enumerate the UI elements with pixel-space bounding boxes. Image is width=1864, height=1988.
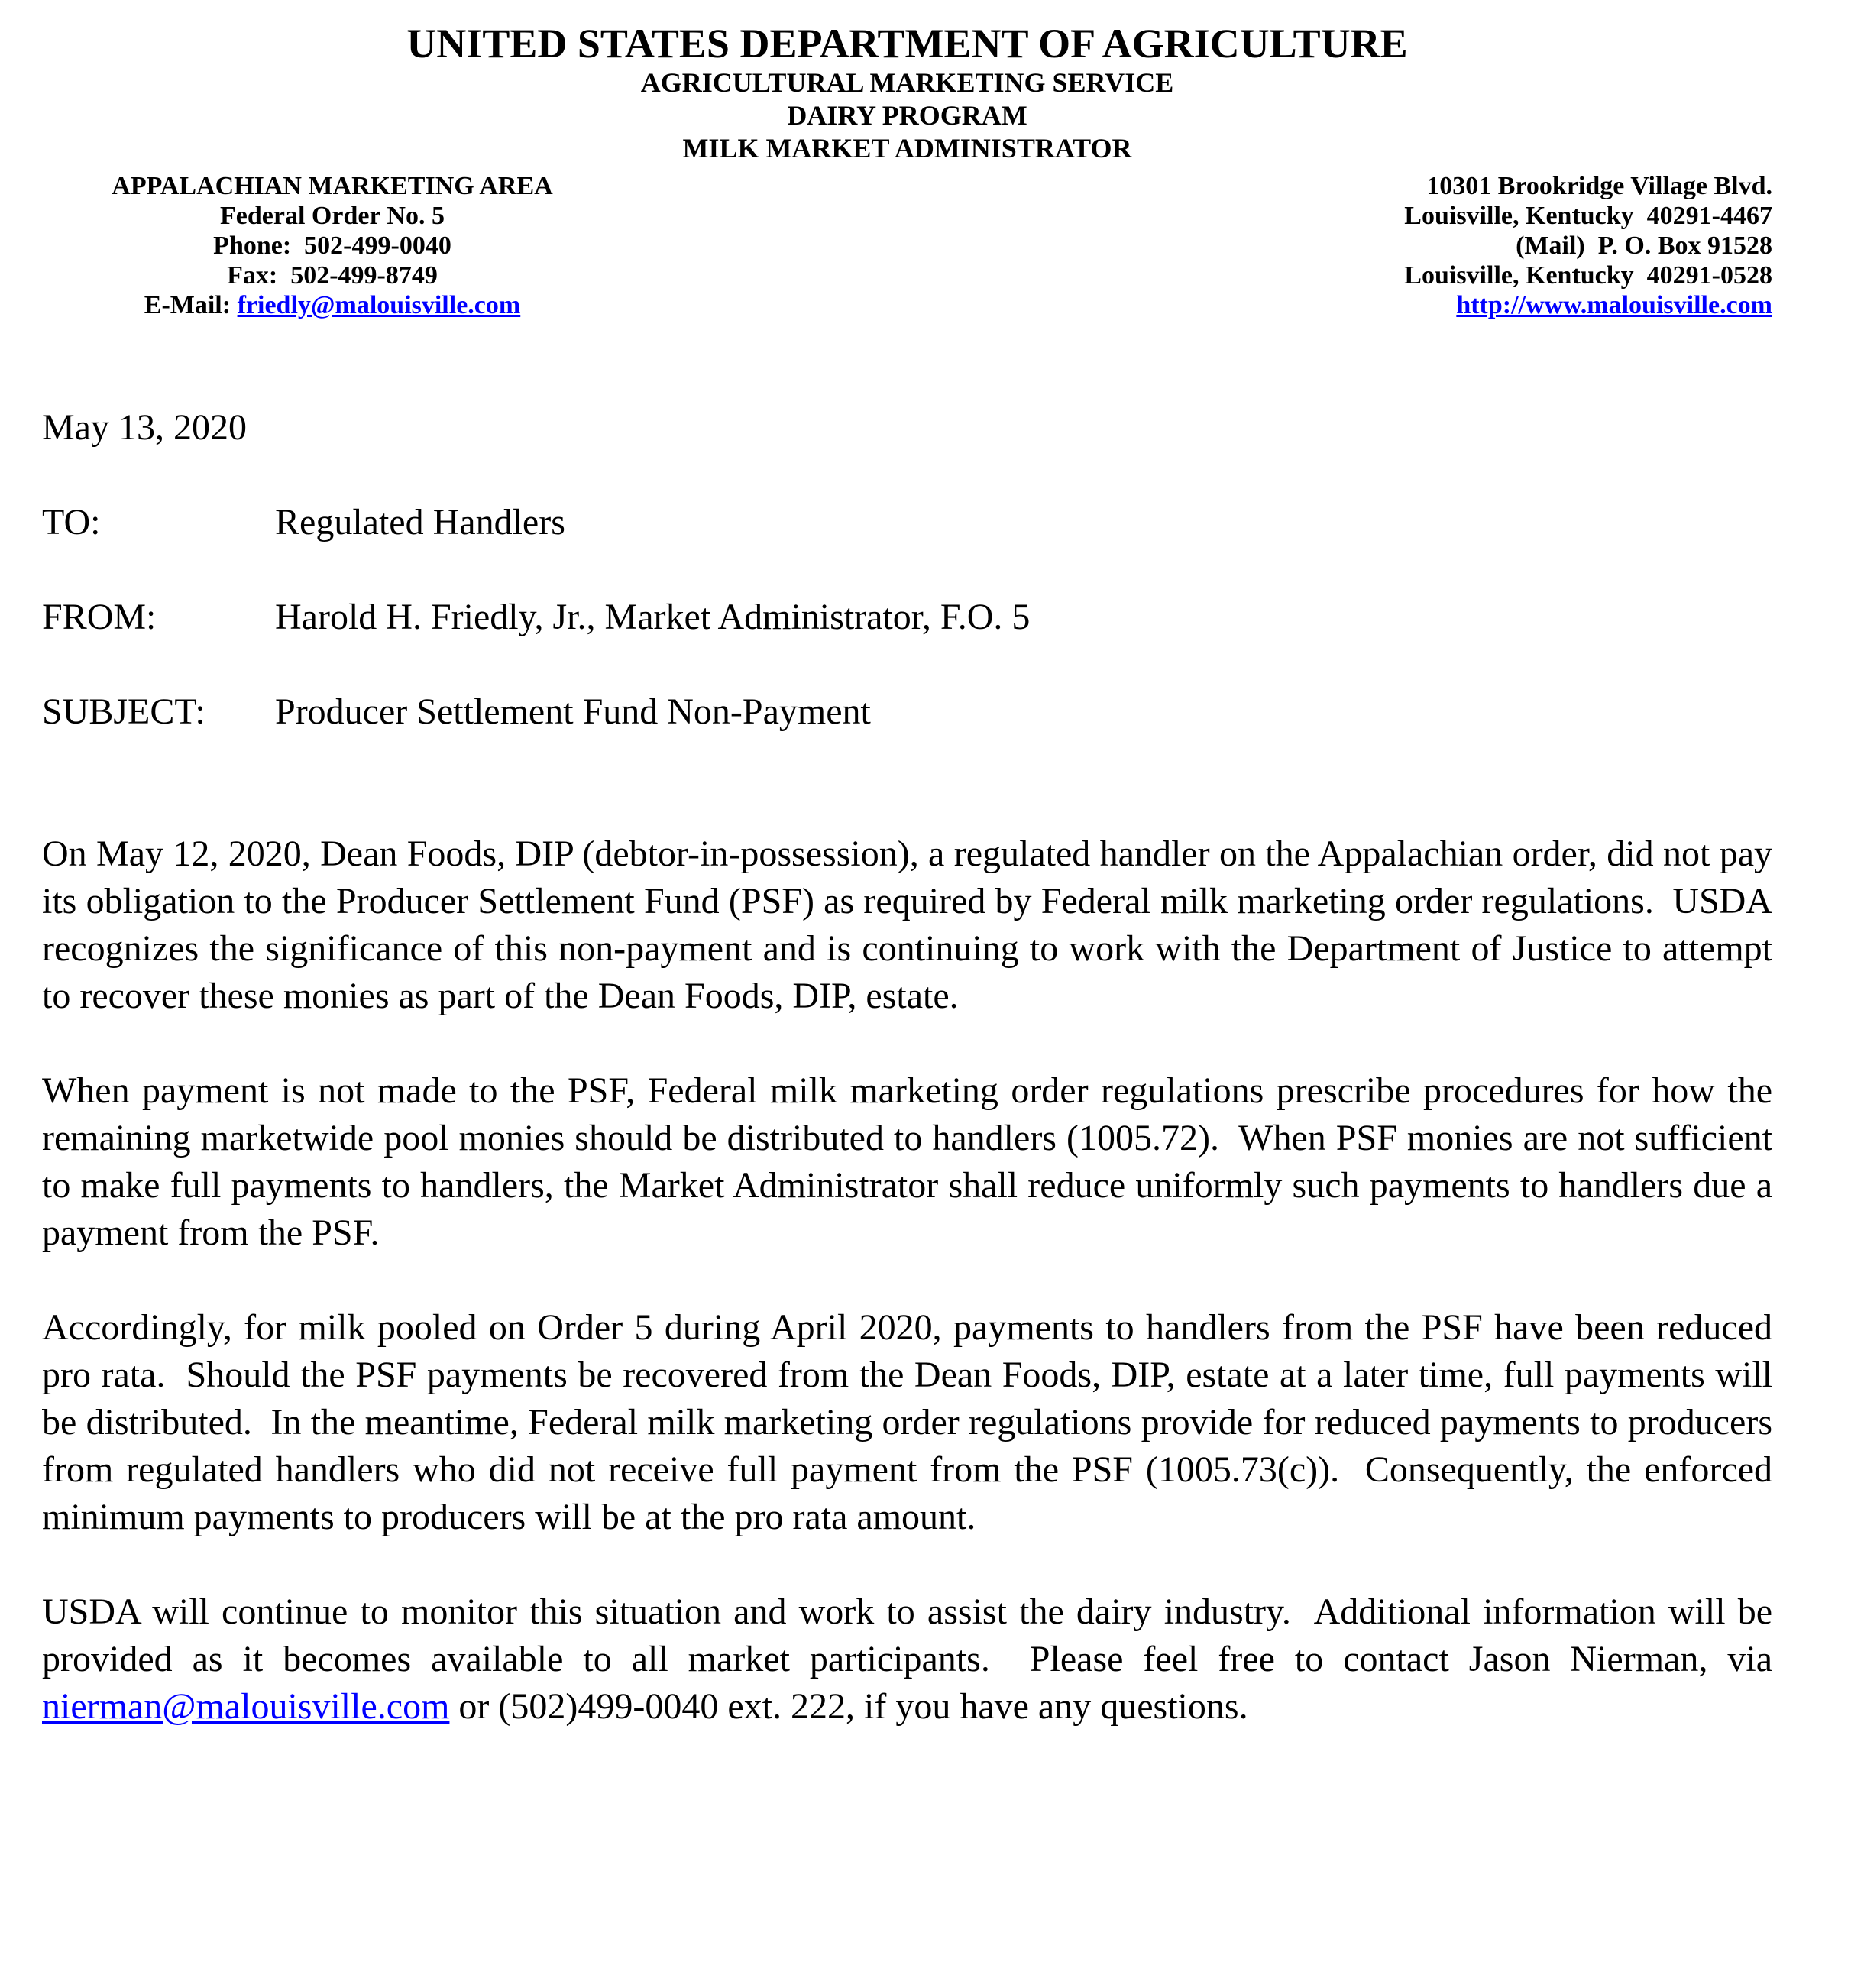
paragraph-1: On May 12, 2020, Dean Foods, DIP (debtor-in-possession), a regulated handler on the Appalachian order, did not pay its obligation to the Producer Settlement Fund (PSF) as required by Federal milk marketing order regulations. USDA recognizes the significance of this non-payment and is continuing to work with the Department of Justice to attempt to recover these monies as part of the Dean Foods, DIP, estate.: [42, 834, 1772, 1016]
memo-from-row: [42, 594, 1772, 641]
street-address-line: 10301 Brookridge Village Blvd.: [1426, 172, 1772, 200]
contact-left-block: [42, 171, 623, 320]
memo-to-row: [42, 499, 1772, 546]
org-subtitle-1: AGRICULTURAL MARKETING SERVICE: [640, 67, 1174, 98]
website-line: [1404, 290, 1772, 320]
paragraph-2: When payment is not made to the PSF, Federal milk marketing order regulations prescribe procedures for how the remaining marketwide pool monies should be distributed to handlers (1005.72). When PSF monies are not sufficient to make full payments to handlers, the Market Administrator shall reduce uniformly such payments to handlers due a payment from the PSF.: [42, 1070, 1772, 1253]
contact-email-link[interactable]: nierman@malouisville.com: [42, 1686, 450, 1727]
website-link[interactable]: http://www.malouisville.com: [1456, 291, 1772, 319]
paragraph-4: [42, 1588, 1772, 1731]
federal-order-line: Federal Order No. 5: [220, 202, 445, 230]
from-value: Harold H. Friedly, Jr., Market Administrator, F.O. 5: [275, 597, 1031, 637]
to-label: TO:: [42, 502, 101, 542]
subject-label: SUBJECT:: [42, 691, 205, 732]
fax-line: Fax: 502-499-8749: [227, 261, 438, 290]
contact-right-block: [1404, 171, 1772, 320]
letterhead-contact-row: [42, 171, 1772, 320]
org-subtitle-2: DAIRY PROGRAM: [787, 100, 1027, 131]
po-box-line: (Mail) P. O. Box 91528: [1516, 232, 1772, 260]
city-zip-line-2: Louisville, Kentucky 40291-0528: [1404, 261, 1772, 290]
paragraph-3: Accordingly, for milk pooled on Order 5 during April 2020, payments to handlers from the PSF have been reduced pro rata. Should the PSF payments be recovered from the Dean Foods, DIP, estate at a later time, full payments will be distributed. In the meantime, Federal milk marketing order regulations provide for reduced payments to producers from regulated handlers who did not receive full payment from the PSF (1005.73(c)). Consequently, the enforced minimum payments to producers will be at the pro rata amount.: [42, 1307, 1772, 1537]
email-link[interactable]: friedly@malouisville.com: [237, 291, 521, 319]
org-subtitle-3: MILK MARKET ADMINISTRATOR: [682, 133, 1132, 164]
city-zip-line-1: Louisville, Kentucky 40291-4467: [1404, 202, 1772, 230]
email-label: E-Mail:: [144, 291, 238, 319]
marketing-area-line: APPALACHIAN MARKETING AREA: [112, 172, 553, 200]
letter-body: [42, 404, 1772, 1731]
letterhead: [42, 21, 1772, 320]
phone-line: Phone: 502-499-0040: [213, 232, 451, 260]
memo-subject-row: [42, 688, 1772, 736]
email-line: [42, 290, 623, 320]
from-label: FROM:: [42, 597, 157, 637]
to-value: Regulated Handlers: [275, 502, 565, 542]
paragraph-4-text-before: USDA will continue to monitor this situation and work to assist the dairy industry. Additional information will be provided as it becomes available to all market participants. Please feel free to contact Jason Nierman, via: [42, 1591, 1772, 1679]
subject-value: Producer Settlement Fund Non-Payment: [275, 691, 871, 732]
org-title: UNITED STATES DEPARTMENT OF AGRICULTURE: [406, 21, 1408, 66]
date-line: May 13, 2020: [42, 407, 247, 448]
paragraph-4-text-after: or (502)499-0040 ext. 222, if you have any questions.: [449, 1686, 1248, 1727]
